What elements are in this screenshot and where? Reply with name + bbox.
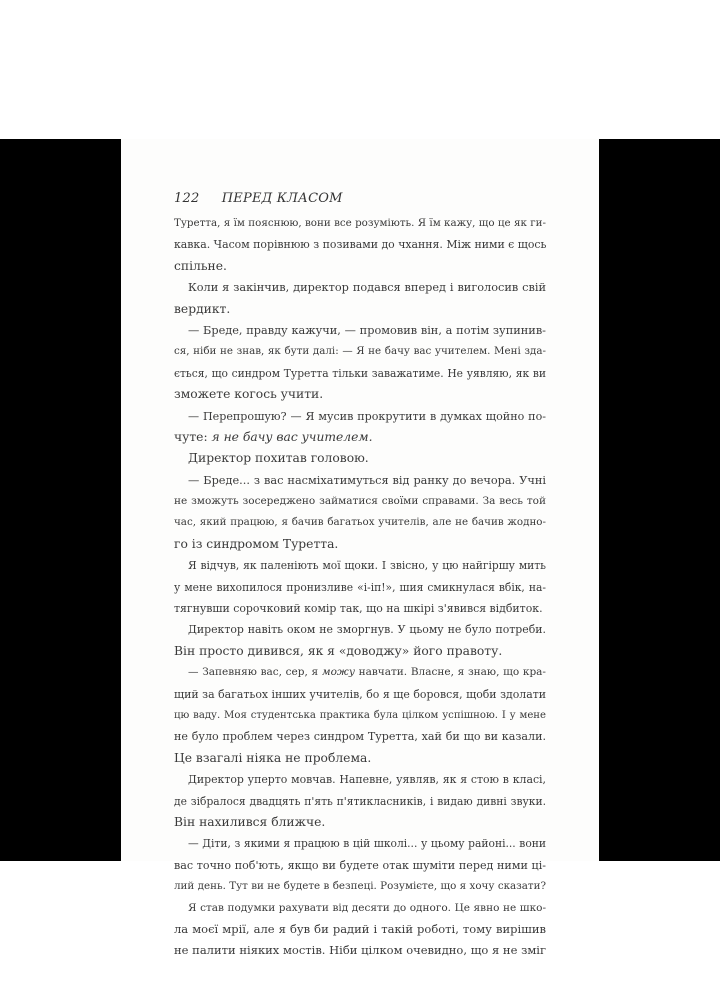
text-line: Це взагалі ніяка не проблема.	[174, 750, 372, 765]
text-line: у мене вихопилося пронизливе «і-іп!», шия смикнулася вбік, на-	[174, 580, 546, 594]
text-line: Коли я закінчив, директор подався вперед і виголосив свій	[188, 281, 546, 295]
text-line: Він нахилився ближче.	[174, 814, 326, 829]
text-line: Директор уперто мовчав. Напевне, уявляв, як я стою в класі,	[188, 773, 546, 787]
text-line: — Бреде... з вас насміхатимуться від ранку до вечора. Учні	[188, 473, 546, 487]
text-line: Я став подумки рахувати від десяти до одного. Це явно не шко-	[188, 901, 546, 914]
text-line: ся, ніби не знав, як бути далі: — Я не бачу вас учителем. Мені зда-	[174, 345, 546, 358]
text-line: лий день. Тут ви не будете в безпеці. Розумієте, що я хочу сказати?	[174, 880, 546, 893]
text-line: вердикт.	[174, 301, 231, 316]
italic-emphasis: можу	[321, 666, 355, 679]
right-black-border	[599, 139, 720, 861]
text-line: ється, що синдром Туретта тільки заважатиме. Не уявляю, як ви	[174, 366, 546, 380]
italic-quote: я не бачу вас учителем.	[211, 429, 373, 444]
text-line: цю ваду. Моя студентська практика була цілком успішною. І у мене	[174, 709, 546, 721]
text-line: де зібралося двадцять п'ять п'ятикласників, і видаю дивні звуки.	[174, 794, 546, 808]
text-fragment: навчати. Власне, я знаю, що кра-	[358, 666, 546, 679]
text-line: щий за багатьох інших учителів, бо я ще боровся, щоби здолати	[174, 687, 546, 701]
text-line: Директор похитав головою.	[188, 451, 369, 466]
text-line: Директор навіть оком не зморгнув. У цьому не було потреби.	[188, 623, 546, 637]
text-line: не було проблем через синдром Туретта, хай би що ви казали.	[174, 730, 546, 744]
text-line: Він просто дивився, як я «доводжу» його правоту.	[174, 643, 503, 658]
running-head	[174, 191, 343, 206]
text-line: — Бреде, правду кажучи, — промовив він, а потім зупинив-	[188, 323, 546, 337]
body-text	[174, 213, 546, 962]
text-fragment: — Запевняю вас, сер, я	[188, 666, 319, 679]
text-line: кавка. Часом порівнюю з позивами до чхання. Між ними є щось	[174, 238, 547, 252]
text-fragment: чуте:	[174, 429, 208, 444]
page-number: 122	[174, 191, 200, 206]
text-line: зможете когось учити.	[174, 387, 324, 402]
text-line: го із синдромом Туретта.	[174, 536, 339, 551]
text-line: спільне.	[174, 258, 227, 273]
text-line: тягнувши сорочковий комір так, що на шкірі з'явився відбиток.	[174, 602, 543, 616]
text-line: не зможуть зосереджено займатися своїми справами. За весь той	[174, 495, 546, 508]
book-page	[121, 139, 599, 958]
chapter-title: ПЕРЕД КЛАСОМ	[221, 191, 343, 206]
left-black-border	[0, 139, 121, 861]
text-line	[174, 662, 546, 683]
text-line: — Перепрошую? — Я мусив прокрутити в думках щойно по-	[188, 409, 546, 423]
text-line: час, який працюю, я бачив багатьох учителів, але не бачив жодно-	[174, 516, 546, 529]
text-line: Туретта, я їм пояснюю, вони все розуміють. Я їм кажу, що це як ги-	[174, 217, 546, 229]
text-line: — Діти, з якими я працюю в цій школі... у цьому районі... вони	[188, 837, 546, 851]
text-line: ла моєї мрії, але я був би радий і такій роботі, тому вирішив	[174, 921, 546, 936]
text-line: не палити ніяких мостів. Ніби цілком очевидно, що я не зміг	[174, 943, 546, 958]
text-line: Я відчув, як паленіють мої щоки. І звісно, у цю найгіршу мить	[188, 559, 546, 573]
text-line: вас точно поб'ють, якщо ви будете отак шуміти перед ними ці-	[174, 858, 546, 872]
text-line	[174, 427, 546, 448]
